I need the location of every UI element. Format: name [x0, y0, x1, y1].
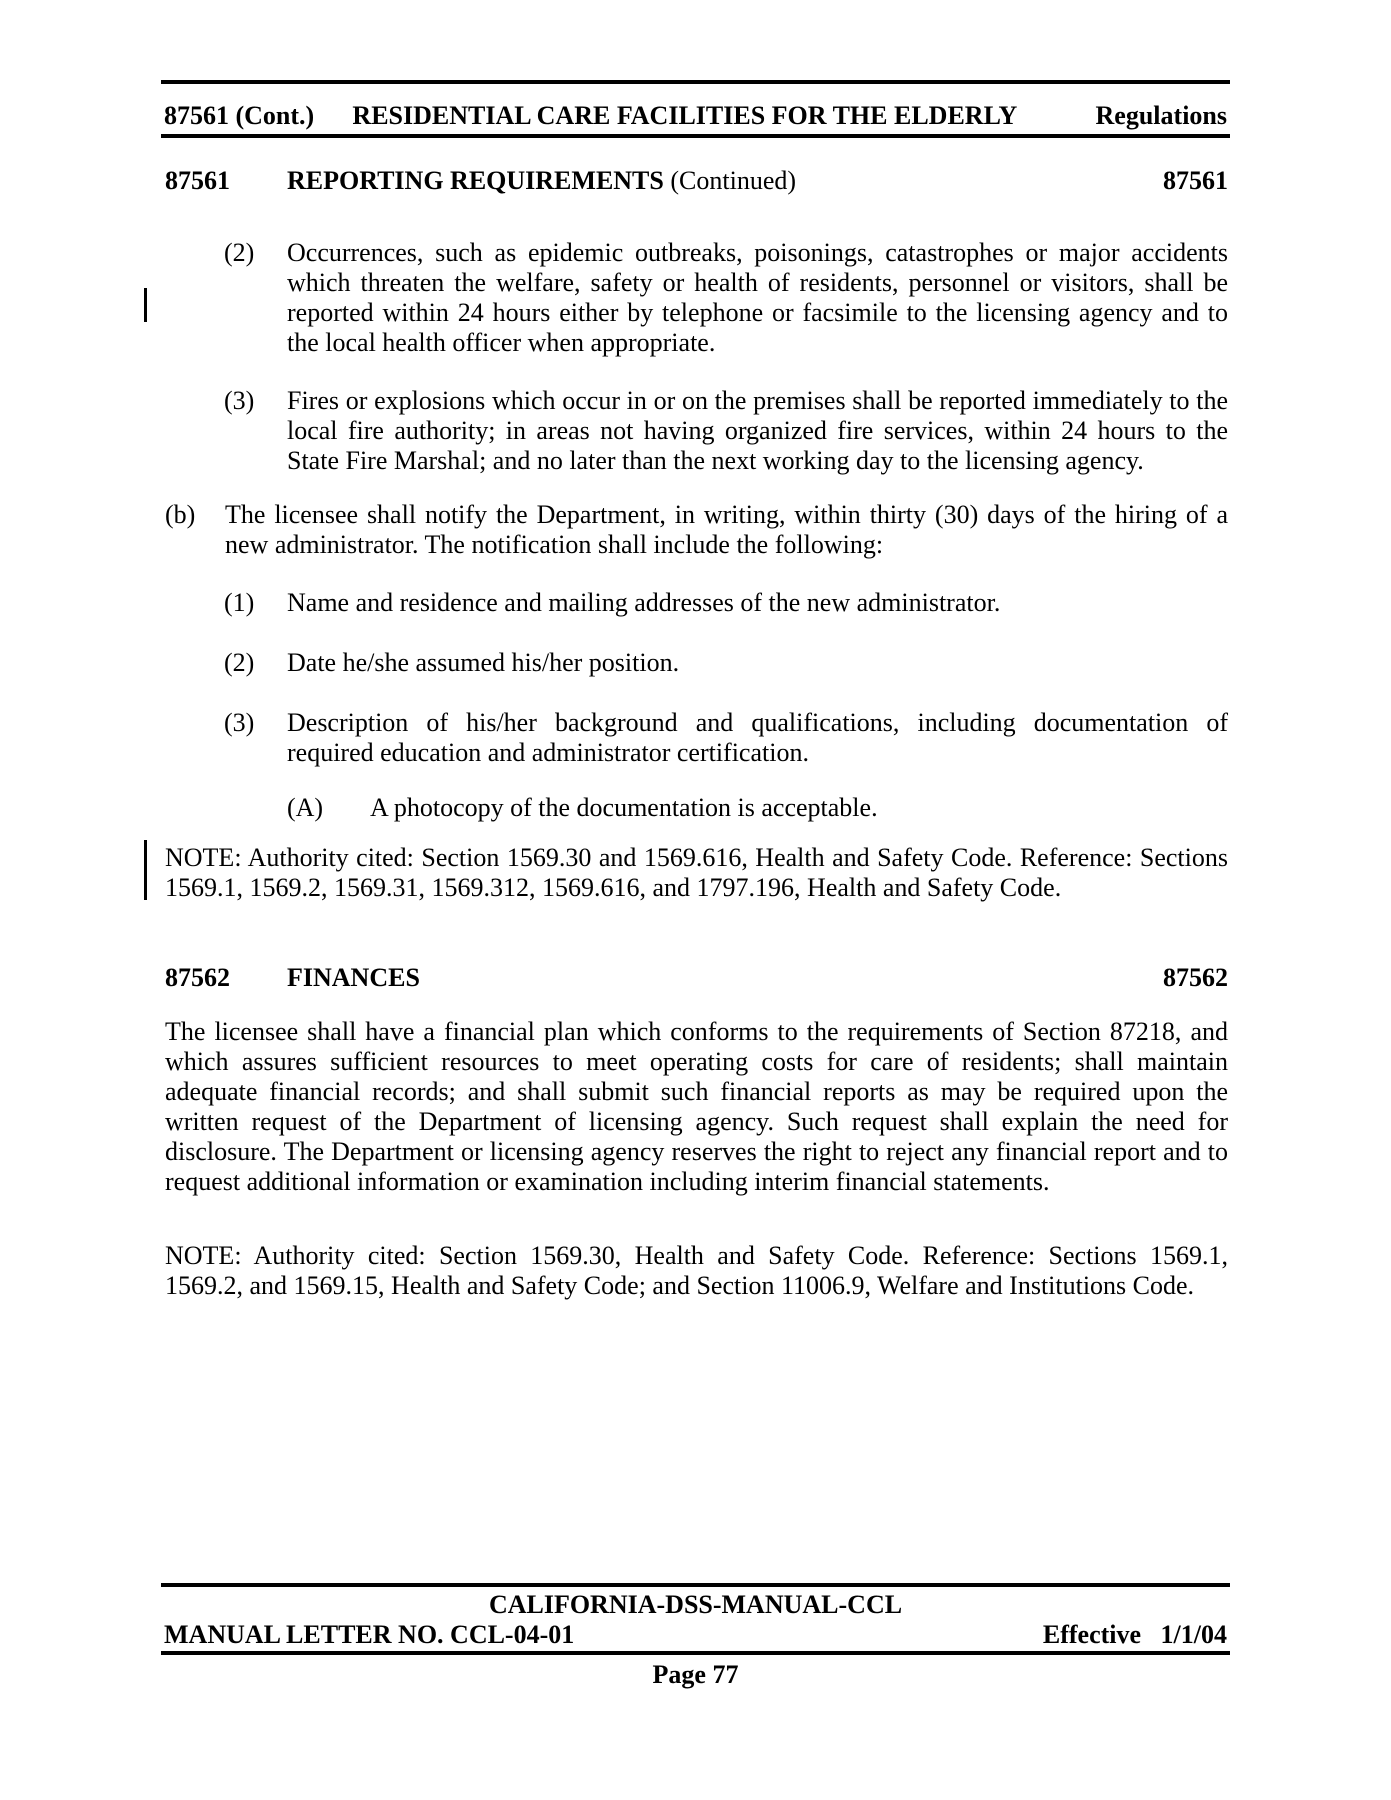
section-number-right: 87561 [1163, 166, 1228, 195]
section-number-right: 87562 [1163, 963, 1228, 992]
list-item [165, 588, 1228, 618]
horizontal-rule [161, 80, 1230, 84]
running-header [161, 101, 1230, 131]
list-marker: (3) [224, 386, 255, 415]
header-section-ref: 87561 (Cont.) [164, 101, 315, 130]
finances-paragraph: The licensee shall have a financial plan which conforms to the requirements of Section 87218, and which assures sufficient resources to meet operating costs for care of residents; shall maintain adequate financial records; and shall submit such financial reports as may be required upon the written request of the Department of licensing agency. Such request shall explain the need for disclosure. The Department or licensing agency reserves the right to reject any financial report and to request additional information or examination including interim financial statements. [165, 1017, 1228, 1196]
section-number: 87562 [165, 963, 230, 992]
list-item-text: Occurrences, such as epidemic outbreaks, poisonings, catastrophes or major accidents which threaten the welfare, safety or health of residents, personnel or visitors, shall be reported within 24 hours either by telephone or facsimile to the licensing agency and to the local health officer when appropriate. [287, 238, 1228, 357]
list-item [165, 648, 1228, 678]
list-marker: (1) [224, 588, 255, 617]
list-item-text: Date he/she assumed his/her position. [287, 648, 680, 677]
header-regulations: Regulations [1095, 101, 1227, 130]
list-marker: (A) [287, 793, 324, 822]
page-header [161, 80, 1230, 138]
list-marker: (2) [224, 648, 255, 677]
list-item [165, 386, 1228, 476]
footer-manual-letter: MANUAL LETTER NO. CCL-04-01 [164, 1620, 575, 1649]
note-text: NOTE: Authority cited: Section 1569.30, Health and Safety Code. Reference: Sections 1569.1, 1569.2, and 1569.15, Health and Safety Code; and Section 11006.9, Welfare and Institutions Code. [165, 1241, 1228, 1300]
section-title-bold: FINANCES [287, 963, 420, 992]
list-item [165, 793, 1228, 823]
section-title-bold: REPORTING REQUIREMENTS [287, 166, 664, 195]
section-title [287, 963, 1163, 993]
list-item-text: The licensee shall notify the Department, in writing, within thirty (30) days of the hiring of a new administrator. The notification shall include the following: [225, 500, 1228, 559]
horizontal-rule [161, 1583, 1230, 1587]
list-marker: (3) [224, 708, 255, 737]
section-title-suffix: (Continued) [663, 166, 797, 195]
list-marker: (b) [165, 500, 196, 529]
section-heading-87561 [165, 166, 1228, 196]
horizontal-rule [161, 1651, 1230, 1655]
list-item [165, 500, 1228, 560]
list-item [165, 708, 1228, 768]
list-item [165, 238, 1228, 358]
document-body [165, 160, 1228, 1301]
list-item-text: Name and residence and mailing addresses of the new administrator. [287, 588, 1001, 617]
footer-manual-title: CALIFORNIA-DSS-MANUAL-CCL [488, 1590, 903, 1619]
footer-effective-date: Effective 1/1/04 [1042, 1620, 1227, 1649]
header-title: RESIDENTIAL CARE FACILITIES FOR THE ELDERLY [352, 101, 1018, 130]
change-bar [144, 288, 147, 322]
list-marker: (2) [224, 238, 255, 267]
footer-page-number: Page 77 [652, 1660, 739, 1689]
section-number: 87561 [165, 166, 230, 195]
note-paragraph-87561 [165, 843, 1228, 903]
footer-letter-row [161, 1620, 1230, 1650]
horizontal-rule [161, 134, 1230, 138]
section-title [287, 166, 1163, 196]
note-text: NOTE: Authority cited: Section 1569.30 and 1569.616, Health and Safety Code. Reference: Sections 1569.1, 1569.2, 1569.31, 1569.312, 1569.616, and 1797.196, Health and Safety Code. [165, 843, 1228, 902]
page-footer [161, 1583, 1230, 1690]
list-item-text: Description of his/her background and qualifications, including documentation of required education and administrator certification. [287, 708, 1228, 767]
change-bar [144, 840, 147, 900]
section-heading-87562 [165, 963, 1228, 993]
note-paragraph-87562 [165, 1241, 1228, 1301]
list-item-text: Fires or explosions which occur in or on the premises shall be reported immediately to the local fire authority; in areas not having organized fire services, within 24 hours to the State Fire Marshal; and no later than the next working day to the licensing agency. [287, 386, 1228, 475]
list-item-text: A photocopy of the documentation is acceptable. [370, 793, 878, 822]
